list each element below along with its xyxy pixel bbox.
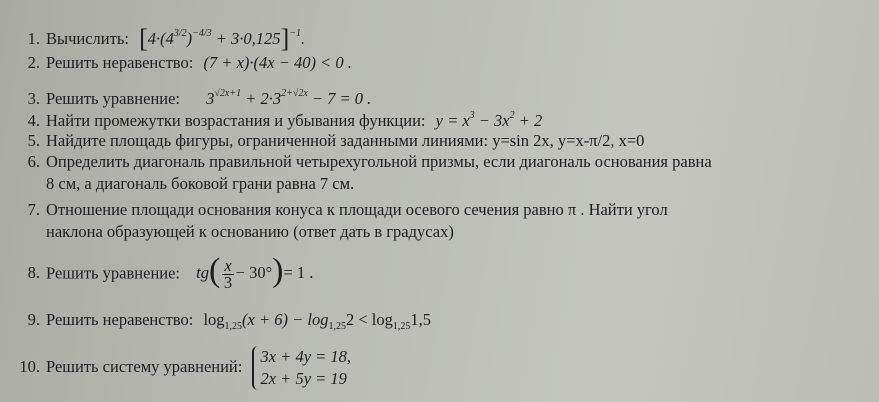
- task-8: 8. Решить уравнение: tg( $\frac{x}{3}$ − 30°)= 1 .: [27, 252, 314, 292]
- task-7: 7. Отношение площади основания конуса к площади осевого сечения равно π . Найти угол: [27, 200, 668, 219]
- task-3-formula: $3^{√2x+1} + 2\cdot 3^{2+√2x} - 7 = 0$ .: [206, 88, 372, 108]
- task-8-text: Решить уравнение:: [46, 263, 181, 283]
- task-1-formula: $[4\cdot(4^{3/2})^{-4/3} + 3\cdot 0,125]^{-1}$.: [139, 24, 306, 53]
- task-10-system: [252, 346, 351, 390]
- task-4: 4. Найти промежутки возрастания и убывания функции: $y = x^3 - 3x^2 + 2$: [27, 110, 543, 130]
- task-6: 6. Определить диагональ правильной четырехугольной призмы, если диагональ основания равна: [27, 152, 712, 171]
- task-3: 3. Решить уравнение: $3^{√2x+1} + 2\cdot 3^{2+√2x} - 7 = 0$ .: [27, 88, 372, 108]
- system-eq-2: 2x + 5y = 19: [260, 369, 347, 389]
- task-9: 9. Решить неравенство: $\log_{1,25}(x + 6) - \log_{1,25}2 < \log_{1,25}1,5$: [27, 310, 431, 332]
- task-8-formula: tg( $\frac{x}{3}$ − 30°)= 1 .: [196, 252, 314, 292]
- task-10: 10. Решить систему уравнений: 3x + 4y = 18, 2x + 5y = 19: [19, 347, 352, 389]
- task-2-text: Решить неравенство:: [46, 53, 194, 72]
- task-5-text: Найдите площадь фигуры, ограниченной заданными линиями: y=sin 2x, y=x-π/2, x=0: [46, 131, 645, 150]
- task-5: 5. Найдите площадь фигуры, ограниченной заданными линиями: y=sin 2x, y=x-π/2, x=0: [27, 131, 645, 150]
- system-eq-1: 3x + 4y = 18,: [260, 347, 352, 367]
- task-10-text: Решить систему уравнений:: [46, 357, 243, 376]
- task-9-text: Решить неравенство:: [46, 310, 194, 329]
- task-6-text: Определить диагональ правильной четырехугольной призмы, если диагональ основания равна: [46, 152, 712, 171]
- task-6-continuation: 8 см, а диагональ боковой грани равна 7 см.: [46, 174, 355, 193]
- task-7-continuation: наклона образующей к основанию (ответ дать в градусах): [46, 222, 454, 241]
- task-7-text: Отношение площади основания конуса к площади осевого сечения равно π . Найти угол: [46, 200, 668, 219]
- task-4-formula: $y = x^3 - 3x^2 + 2$: [435, 110, 543, 130]
- task-2-formula: (7 + x)·(4x − 40) < 0 .: [203, 53, 352, 72]
- task-2: 2. Решить неравенство: (7 + x)·(4x − 40) < 0 .: [27, 53, 352, 72]
- task-4-text: Найти промежутки возрастания и убывания функции:: [46, 111, 426, 130]
- task-1-text: Вычислить:: [46, 29, 129, 48]
- task-1: 1. Вычислить: $[4\cdot(4^{3/2})^{-4/3} + 3\cdot 0,125]^{-1}$.: [27, 24, 306, 53]
- task-3-text: Решить уравнение:: [46, 89, 181, 108]
- task-9-formula: $\log_{1,25}(x + 6) - \log_{1,25}2 < \log_{1,25}1,5$: [203, 310, 431, 332]
